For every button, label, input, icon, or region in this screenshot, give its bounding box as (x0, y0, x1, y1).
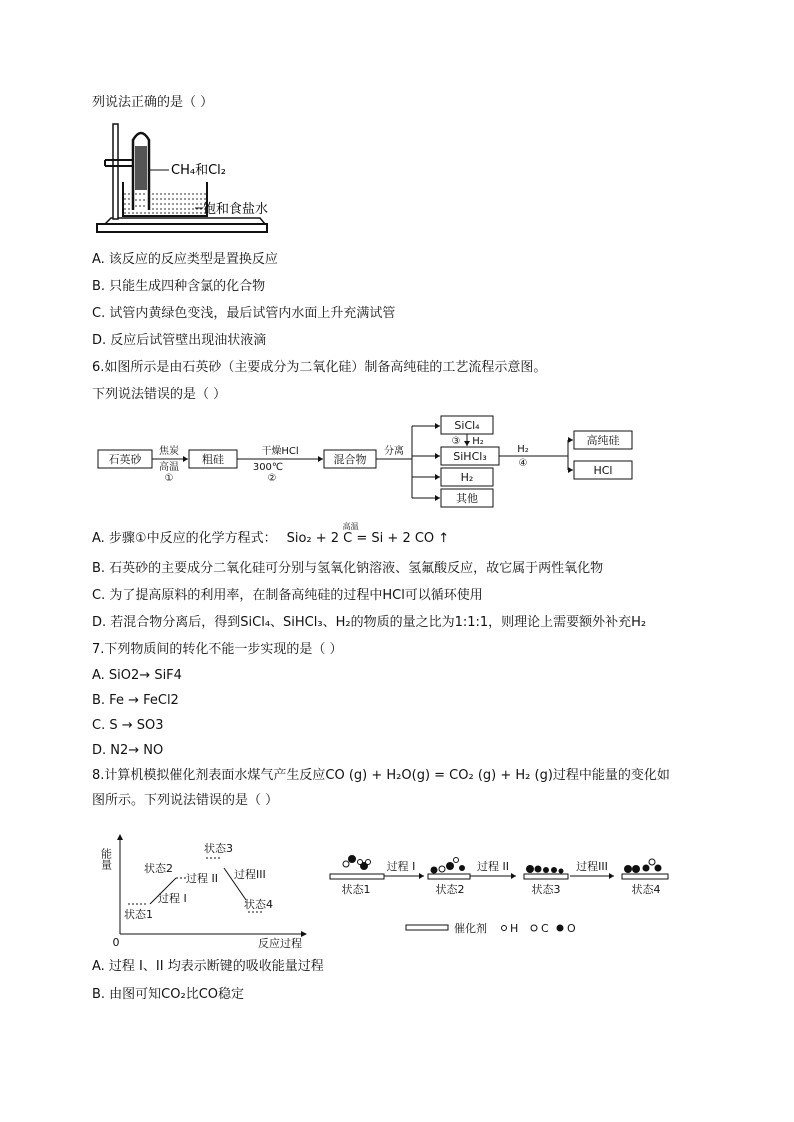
stand-rod (113, 124, 118, 219)
svg-text:过程 I: 过程 I (158, 892, 187, 905)
q6-option-d: D. 若混合物分离后，得到SiCl₄、SiHCl₃、H₂的物质的量之比为1:1:1，则理论上需要额外补充H₂ (92, 615, 647, 630)
svg-text:高纯硅: 高纯硅 (586, 434, 620, 447)
svg-text:分离: 分离 (384, 446, 404, 457)
svg-text:干燥HCl: 干燥HCl (261, 446, 299, 457)
svg-text:300℃: 300℃ (252, 462, 284, 473)
clamp (105, 160, 135, 166)
svg-text:过程 II: 过程 II (186, 872, 218, 885)
svg-text:粗硅: 粗硅 (202, 453, 224, 466)
svg-text:混合物: 混合物 (333, 453, 367, 466)
svg-text:状态1: 状态1 (341, 883, 371, 896)
svg-text:焦炭: 焦炭 (159, 446, 179, 457)
svg-text:能量: 能量 (100, 848, 113, 870)
svg-text:状态4: 状态4 (244, 898, 273, 911)
svg-text:H₂: H₂ (460, 471, 474, 484)
svg-text:状态2: 状态2 (435, 883, 465, 896)
q6-option-b: B. 石英砂的主要成分二氧化硅可分别与氢氧化钠溶液、氢氟酸反应，故它属于两性氧化物 (92, 561, 604, 576)
gas-label: CH₄和Cl₂ (171, 163, 226, 178)
svg-text:石英砂: 石英砂 (108, 453, 142, 466)
svg-text:③: ③ (451, 436, 461, 447)
svg-text:过程 II: 过程 II (477, 860, 509, 873)
q5-stem: 列说法正确的是（ ） (92, 95, 214, 110)
q8-option-a: A. 过程 I、II 均表示断键的吸收能量过程 (92, 959, 324, 974)
q5-option-d: D. 反应后试管壁出现油状液滴 (92, 333, 267, 348)
svg-text:状态1: 状态1 (124, 908, 153, 921)
stand-base (97, 224, 267, 232)
q7-option-d: D. N2→ NO (92, 743, 164, 758)
svg-text:H: H (510, 922, 519, 935)
svg-text:HCl: HCl (593, 464, 613, 477)
q6-option-a (92, 522, 450, 548)
q5-option-a: A. 该反应的反应类型是置换反应 (92, 252, 278, 267)
svg-text:O: O (567, 922, 576, 935)
ch4-cl2-apparatus-figure (95, 118, 315, 243)
q6-option-a-condition: 高温 (342, 522, 359, 531)
svg-text:状态4: 状态4 (631, 883, 661, 896)
svg-text:过程III: 过程III (576, 860, 608, 873)
svg-text:②: ② (267, 473, 277, 484)
q6-option-a-equation: Sio₂ + 2 C = Si + 2 CO ↑ (286, 531, 450, 546)
svg-text:SiCl₄: SiCl₄ (454, 419, 480, 432)
svg-text:状态3: 状态3 (531, 883, 561, 896)
q7-option-c: C. S → SO3 (92, 718, 164, 733)
svg-text:高温: 高温 (159, 462, 179, 473)
q6-option-c: C. 为了提高原料的利用率，在制备高纯硅的过程中HCl可以循环使用 (92, 588, 483, 603)
svg-text:催化剂: 催化剂 (454, 922, 487, 935)
q7-option-b: B. Fe → FeCl2 (92, 693, 179, 708)
svg-text:反应过程: 反应过程 (258, 937, 302, 950)
energy-profile-graph (100, 828, 315, 950)
svg-text:SiHCl₃: SiHCl₃ (453, 450, 487, 463)
q6-stem-line1: 6.如图所示是由石英砂（主要成分为二氧化硅）制备高纯硅的工艺流程示意图。 (92, 360, 547, 375)
svg-text:H₂: H₂ (517, 444, 529, 455)
svg-text:④: ④ (518, 458, 528, 469)
q8-stem-line1: 8.计算机模拟催化剂表面水煤气产生反应CO (g) + H₂O(g) = CO₂ (g) + H₂ (g)过程中能量的变化如 (92, 768, 670, 783)
svg-text:状态2: 状态2 (144, 862, 173, 875)
svg-text:过程 I: 过程 I (386, 860, 416, 873)
svg-text:0: 0 (112, 936, 120, 949)
svg-text:H₂: H₂ (472, 436, 484, 447)
q6-option-a-prefix: A. 步骤①中反应的化学方程式： (92, 531, 277, 546)
q8-stem-line2: 图所示。下列说法错误的是（ ） (92, 793, 279, 808)
q6-option-a-equation-wrap (286, 522, 450, 548)
svg-text:C: C (541, 922, 549, 935)
liquid-label: 饱和食盐水 (203, 202, 269, 217)
q8-option-b: B. 由图可知CO₂比CO稳定 (92, 987, 245, 1002)
q7-option-a: A. SiO2→ SiF4 (92, 668, 182, 683)
svg-text:状态3: 状态3 (204, 842, 233, 855)
svg-text:其他: 其他 (456, 492, 478, 505)
svg-text:①: ① (164, 473, 174, 484)
q5-option-c: C. 试管内黄绿色变浅，最后试管内水面上升充满试管 (92, 306, 396, 321)
q7-stem: 7.下列物质间的转化不能一步实现的是（ ） (92, 642, 343, 657)
q5-option-b: B. 只能生成四种含氯的化合物 (92, 279, 266, 294)
svg-text:过程III: 过程III (234, 868, 266, 881)
q6-stem-line2: 下列说法错误的是（ ） (92, 387, 227, 402)
catalyst-process-diagram (324, 842, 670, 942)
silicon-process-flowchart (96, 410, 656, 522)
